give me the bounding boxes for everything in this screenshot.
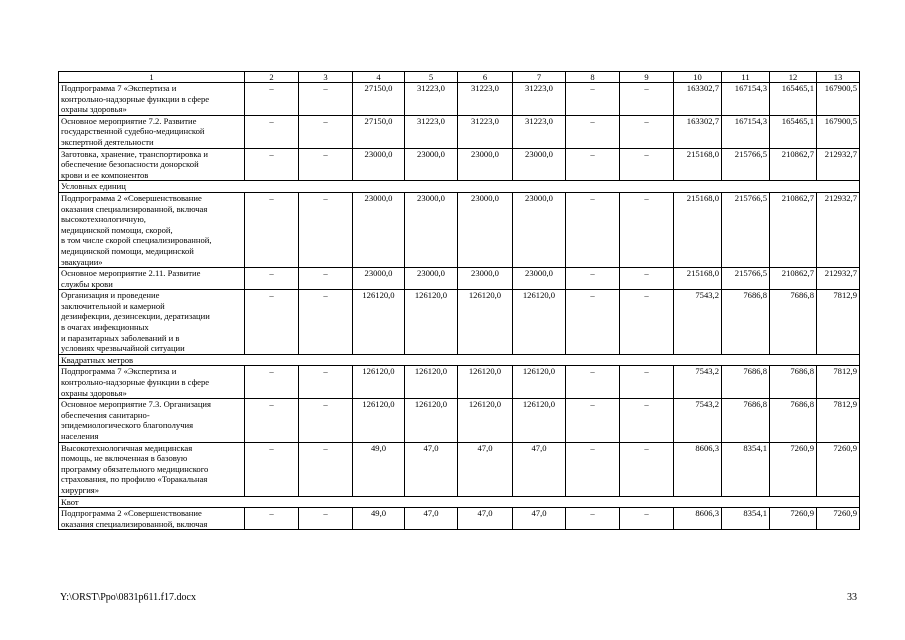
table-cell: – — [620, 115, 674, 148]
column-number: 1 — [59, 72, 245, 83]
column-number: 3 — [299, 72, 353, 83]
column-number: 13 — [817, 72, 860, 83]
table-cell: – — [566, 268, 620, 290]
table-cell: 210862,7 — [770, 192, 817, 267]
table-cell: 31223,0 — [405, 115, 458, 148]
table-cell: – — [620, 366, 674, 399]
table-cell: 215168,0 — [674, 148, 722, 181]
table-cell: 47,0 — [513, 508, 566, 530]
table-cell: 126120,0 — [513, 399, 566, 442]
table-cell: 49,0 — [353, 442, 405, 496]
row-name: Заготовка, хранение, транспортировка и обеспечение безопасности донорской крови и ее компонентов — [59, 148, 245, 181]
table-cell: 7812,9 — [817, 366, 860, 399]
table-cell: – — [245, 268, 299, 290]
row-name: Подпрограмма 7 «Экспертиза и контрольно-надзорные функции в сфере охраны здоровья» — [59, 83, 245, 116]
table-cell: 215168,0 — [674, 192, 722, 267]
table-cell: 7543,2 — [674, 366, 722, 399]
table-cell: – — [566, 442, 620, 496]
table-cell: 7543,2 — [674, 399, 722, 442]
table-cell: 47,0 — [513, 442, 566, 496]
table-cell: 23000,0 — [405, 148, 458, 181]
column-number: 11 — [722, 72, 770, 83]
table-cell: 126120,0 — [405, 290, 458, 355]
unit-label: Условных единиц — [59, 181, 860, 193]
table-cell: 8354,1 — [722, 442, 770, 496]
column-number: 7 — [513, 72, 566, 83]
table-row — [59, 83, 860, 116]
table-cell: 210862,7 — [770, 268, 817, 290]
table-cell: 31223,0 — [458, 115, 513, 148]
table-cell: 23000,0 — [353, 148, 405, 181]
column-number: 12 — [770, 72, 817, 83]
table-cell: – — [245, 148, 299, 181]
table-cell: – — [299, 508, 353, 530]
row-name: Основное мероприятие 2.11. Развитие службы крови — [59, 268, 245, 290]
table-cell: 23000,0 — [458, 192, 513, 267]
column-number: 10 — [674, 72, 722, 83]
row-name: Подпрограмма 2 «Совершенствование оказания специализированной, включая высокотехнологичную, медицинской помощи, скорой, в том числе скорой специализированной, медицинской помощи, медицинской эвакуации» — [59, 192, 245, 267]
table-cell: – — [566, 192, 620, 267]
table-cell: 8606,3 — [674, 508, 722, 530]
table-cell: 23000,0 — [513, 268, 566, 290]
table-cell: 7686,8 — [722, 290, 770, 355]
column-number: 5 — [405, 72, 458, 83]
page-number: 33 — [847, 592, 857, 603]
table-cell: 27150,0 — [353, 83, 405, 116]
table-cell: – — [245, 115, 299, 148]
table-cell: 47,0 — [405, 442, 458, 496]
table-row — [59, 399, 860, 442]
table-cell: – — [620, 148, 674, 181]
table-cell: 212932,7 — [817, 148, 860, 181]
table-cell: – — [566, 83, 620, 116]
table-cell: 7260,9 — [770, 442, 817, 496]
row-name: Высокотехнологичная медицинская помощь, не включенная в базовую программу обязательного медицинского страхования, по профилю «Торакальная хирургия» — [59, 442, 245, 496]
table-cell: 47,0 — [458, 508, 513, 530]
table-cell: – — [245, 508, 299, 530]
header-row — [59, 72, 860, 83]
table-cell: 215766,5 — [722, 192, 770, 267]
table-cell: 210862,7 — [770, 148, 817, 181]
table-cell: 31223,0 — [458, 83, 513, 116]
table-cell: 167154,3 — [722, 115, 770, 148]
table-cell: 8606,3 — [674, 442, 722, 496]
table-cell: – — [245, 192, 299, 267]
table-cell: – — [620, 442, 674, 496]
table-cell: 47,0 — [458, 442, 513, 496]
table-row — [59, 192, 860, 267]
unit-label: Квот — [59, 496, 860, 508]
table-cell: 212932,7 — [817, 192, 860, 267]
table-cell: – — [299, 366, 353, 399]
column-number: 9 — [620, 72, 674, 83]
table-row — [59, 290, 860, 355]
table-cell: – — [299, 83, 353, 116]
table-row — [59, 115, 860, 148]
table-cell: 215766,5 — [722, 148, 770, 181]
table-cell: – — [566, 399, 620, 442]
table-cell: 126120,0 — [458, 399, 513, 442]
table-cell: – — [245, 399, 299, 442]
table-cell: – — [620, 268, 674, 290]
table-cell: 165465,1 — [770, 115, 817, 148]
table-cell: – — [299, 148, 353, 181]
table-cell: – — [245, 366, 299, 399]
table-cell: – — [620, 83, 674, 116]
footer-file-path: Y:\ORST\Ppo\0831p611.f17.docx — [60, 592, 196, 603]
table-row — [59, 508, 860, 530]
table-cell: 23000,0 — [353, 192, 405, 267]
unit-section-row — [59, 181, 860, 193]
table-cell: 23000,0 — [458, 268, 513, 290]
table-cell: 163302,7 — [674, 115, 722, 148]
table-cell: 7686,8 — [722, 366, 770, 399]
table-cell: 7543,2 — [674, 290, 722, 355]
unit-label: Квадратных метров — [59, 354, 860, 366]
table-cell: 23000,0 — [353, 268, 405, 290]
table-cell: 126120,0 — [513, 366, 566, 399]
table-cell: 7260,9 — [817, 508, 860, 530]
table-row — [59, 442, 860, 496]
table-cell: 167900,5 — [817, 83, 860, 116]
table-cell: 126120,0 — [458, 366, 513, 399]
table-cell: 167154,3 — [722, 83, 770, 116]
table-cell: – — [299, 290, 353, 355]
column-number: 2 — [245, 72, 299, 83]
row-name: Организация и проведение заключительной и камерной дезинфекции, дезинсекции, дератизации в очагах инфекционных и паразитарных заболеваний и в условиях чрезвычайной ситуации — [59, 290, 245, 355]
table-row — [59, 366, 860, 399]
table-cell: 215766,5 — [722, 268, 770, 290]
table-cell: – — [620, 192, 674, 267]
table-cell: 31223,0 — [513, 115, 566, 148]
row-name: Подпрограмма 7 «Экспертиза и контрольно-надзорные функции в сфере охраны здоровья» — [59, 366, 245, 399]
table-cell: 7812,9 — [817, 399, 860, 442]
table-cell: 7260,9 — [770, 508, 817, 530]
table-cell: – — [566, 366, 620, 399]
table-cell: 126120,0 — [405, 366, 458, 399]
table-cell: – — [620, 290, 674, 355]
program-indicators-table — [58, 71, 860, 530]
table-cell: 23000,0 — [405, 268, 458, 290]
unit-section-row — [59, 354, 860, 366]
row-name: Основное мероприятие 7.3. Организация обеспечения санитарно- эпидемиологического благополучия населения — [59, 399, 245, 442]
table-cell: 7686,8 — [770, 366, 817, 399]
table-cell: – — [566, 115, 620, 148]
table-cell: – — [566, 290, 620, 355]
table-cell: 126120,0 — [353, 366, 405, 399]
table-cell: 31223,0 — [513, 83, 566, 116]
table-cell: 49,0 — [353, 508, 405, 530]
column-number: 4 — [353, 72, 405, 83]
row-name: Основное мероприятие 7.2. Развитие государственной судебно-медицинской экспертной деятельности — [59, 115, 245, 148]
table-cell: 167900,5 — [817, 115, 860, 148]
table-cell: – — [299, 192, 353, 267]
table-cell: – — [299, 268, 353, 290]
table-cell: – — [620, 399, 674, 442]
table-row — [59, 148, 860, 181]
table-cell: 23000,0 — [405, 192, 458, 267]
table-cell: 23000,0 — [513, 192, 566, 267]
table-cell: 126120,0 — [513, 290, 566, 355]
row-name: Подпрограмма 2 «Совершенствование оказания специализированной, включая — [59, 508, 245, 530]
table-cell: – — [566, 508, 620, 530]
table-cell: – — [566, 148, 620, 181]
table-cell: 31223,0 — [405, 83, 458, 116]
table-cell: – — [620, 508, 674, 530]
table-cell: – — [245, 83, 299, 116]
table-cell: 8354,1 — [722, 508, 770, 530]
unit-section-row — [59, 496, 860, 508]
table-cell: 23000,0 — [458, 148, 513, 181]
table-cell: 7686,8 — [770, 290, 817, 355]
table-cell: 165465,1 — [770, 83, 817, 116]
table-cell: 212932,7 — [817, 268, 860, 290]
table-cell: – — [245, 442, 299, 496]
table-cell: 23000,0 — [513, 148, 566, 181]
table-cell: 126120,0 — [353, 399, 405, 442]
table-cell: 27150,0 — [353, 115, 405, 148]
table-row — [59, 268, 860, 290]
table-cell: 7686,8 — [770, 399, 817, 442]
table-cell: – — [299, 115, 353, 148]
table-cell: 126120,0 — [405, 399, 458, 442]
table-cell: 163302,7 — [674, 83, 722, 116]
table-cell: – — [299, 399, 353, 442]
table-cell: 126120,0 — [353, 290, 405, 355]
table-cell: 47,0 — [405, 508, 458, 530]
table-cell: 7686,8 — [722, 399, 770, 442]
table-cell: 7260,9 — [817, 442, 860, 496]
table-cell: 7812,9 — [817, 290, 860, 355]
column-number: 8 — [566, 72, 620, 83]
table-cell: – — [299, 442, 353, 496]
table-cell: 215168,0 — [674, 268, 722, 290]
table-cell: – — [245, 290, 299, 355]
column-number: 6 — [458, 72, 513, 83]
table-cell: 126120,0 — [458, 290, 513, 355]
